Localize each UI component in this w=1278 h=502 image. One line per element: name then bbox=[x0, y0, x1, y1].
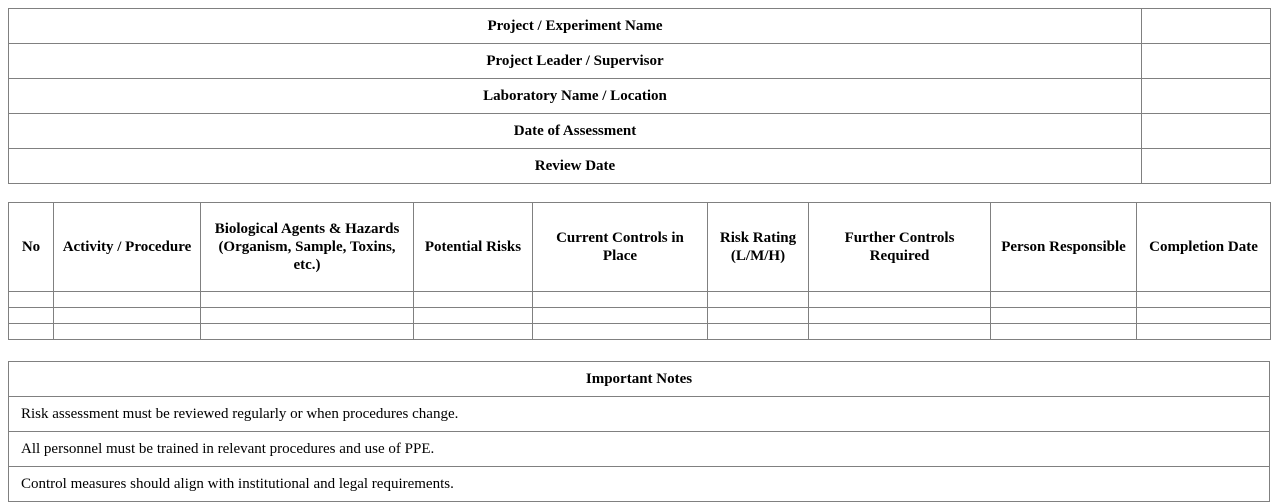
info-row-project-name bbox=[9, 9, 1271, 44]
table-cell[interactable] bbox=[533, 308, 708, 324]
table-cell[interactable] bbox=[533, 324, 708, 340]
note-personnel-trained: All personnel must be trained in relevant procedures and use of PPE. bbox=[9, 432, 1270, 467]
header-further-controls: Further Controls Required bbox=[809, 203, 991, 292]
risk-assessment-table bbox=[8, 202, 1271, 340]
table-cell[interactable] bbox=[9, 324, 54, 340]
table-cell[interactable] bbox=[414, 324, 533, 340]
table-cell[interactable] bbox=[708, 292, 809, 308]
table-cell[interactable] bbox=[201, 292, 414, 308]
table-cell[interactable] bbox=[1137, 324, 1271, 340]
info-label-laboratory: Laboratory Name / Location bbox=[9, 79, 1142, 114]
info-row-project-leader bbox=[9, 44, 1271, 79]
info-value-review-date[interactable] bbox=[1142, 149, 1271, 184]
table-cell[interactable] bbox=[54, 292, 201, 308]
info-value-project-leader[interactable] bbox=[1142, 44, 1271, 79]
table-cell[interactable] bbox=[9, 292, 54, 308]
header-current-controls: Current Controls in Place bbox=[533, 203, 708, 292]
table-cell[interactable] bbox=[533, 292, 708, 308]
table-cell[interactable] bbox=[708, 308, 809, 324]
info-label-project-leader: Project Leader / Supervisor bbox=[9, 44, 1142, 79]
table-cell[interactable] bbox=[991, 292, 1137, 308]
info-row-assessment-date bbox=[9, 114, 1271, 149]
header-activity: Activity / Procedure bbox=[54, 203, 201, 292]
info-value-project-name[interactable] bbox=[1142, 9, 1271, 44]
list-item bbox=[9, 397, 1270, 432]
table-cell[interactable] bbox=[9, 308, 54, 324]
important-notes-table bbox=[8, 361, 1270, 502]
table-cell[interactable] bbox=[414, 308, 533, 324]
notes-heading-row bbox=[9, 362, 1270, 397]
header-potential-risks: Potential Risks bbox=[414, 203, 533, 292]
info-label-assessment-date: Date of Assessment bbox=[9, 114, 1142, 149]
header-person-responsible: Person Responsible bbox=[991, 203, 1137, 292]
info-value-assessment-date[interactable] bbox=[1142, 114, 1271, 149]
table-cell[interactable] bbox=[809, 324, 991, 340]
info-label-review-date: Review Date bbox=[9, 149, 1142, 184]
risk-table-header-row bbox=[9, 203, 1271, 292]
table-row bbox=[9, 324, 1271, 340]
note-review-regularly: Risk assessment must be reviewed regularly or when procedures change. bbox=[9, 397, 1270, 432]
table-cell[interactable] bbox=[1137, 292, 1271, 308]
info-value-laboratory[interactable] bbox=[1142, 79, 1271, 114]
table-row bbox=[9, 308, 1271, 324]
table-cell[interactable] bbox=[1137, 308, 1271, 324]
header-no: No bbox=[9, 203, 54, 292]
info-row-laboratory bbox=[9, 79, 1271, 114]
table-cell[interactable] bbox=[991, 308, 1137, 324]
table-cell[interactable] bbox=[201, 308, 414, 324]
table-cell[interactable] bbox=[809, 292, 991, 308]
info-label-project-name: Project / Experiment Name bbox=[9, 9, 1142, 44]
table-cell[interactable] bbox=[54, 324, 201, 340]
table-row bbox=[9, 292, 1271, 308]
info-row-review-date bbox=[9, 149, 1271, 184]
table-cell[interactable] bbox=[809, 308, 991, 324]
note-control-measures: Control measures should align with institutional and legal requirements. bbox=[9, 467, 1270, 502]
header-completion-date: Completion Date bbox=[1137, 203, 1271, 292]
header-biological-agents: Biological Agents & Hazards (Organism, Sample, Toxins, etc.) bbox=[201, 203, 414, 292]
table-cell[interactable] bbox=[991, 324, 1137, 340]
table-cell[interactable] bbox=[414, 292, 533, 308]
table-cell[interactable] bbox=[54, 308, 201, 324]
table-cell[interactable] bbox=[708, 324, 809, 340]
notes-heading: Important Notes bbox=[9, 362, 1270, 397]
list-item bbox=[9, 467, 1270, 502]
header-risk-rating: Risk Rating (L/M/H) bbox=[708, 203, 809, 292]
list-item bbox=[9, 432, 1270, 467]
project-info-table bbox=[8, 8, 1271, 184]
table-cell[interactable] bbox=[201, 324, 414, 340]
